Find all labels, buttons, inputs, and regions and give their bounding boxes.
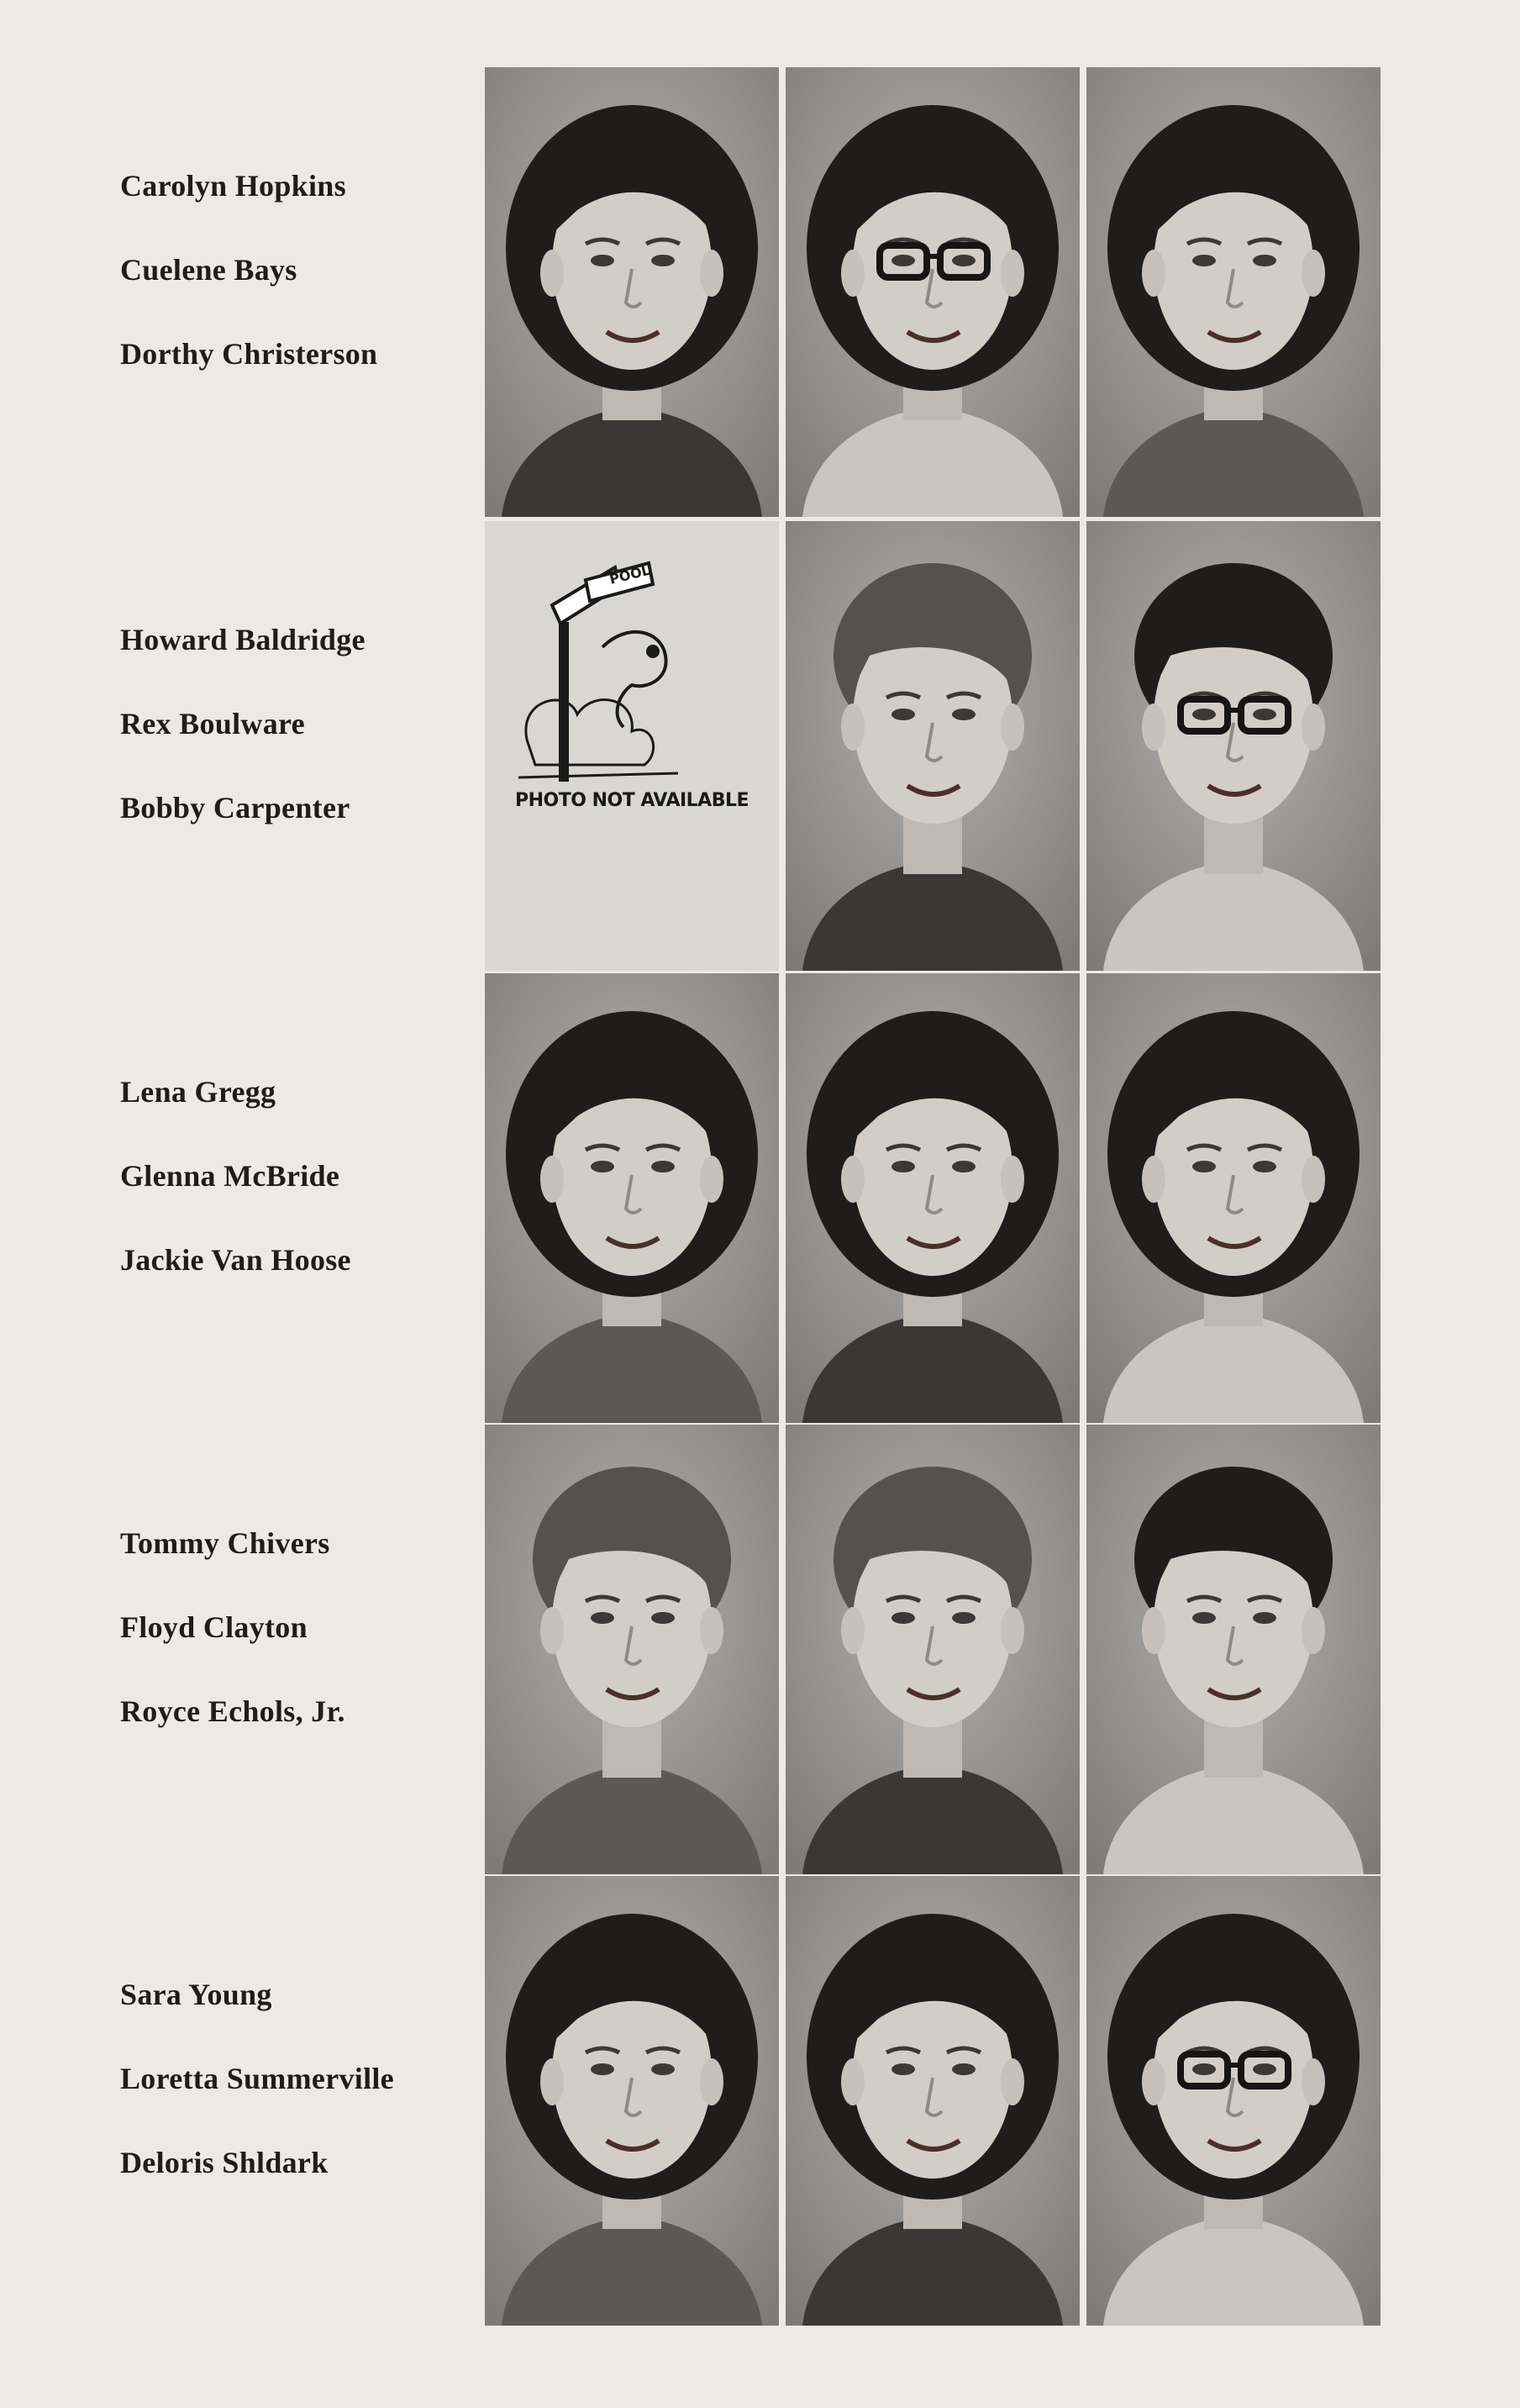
- student-name: Tommy Chivers: [120, 1526, 330, 1560]
- student-name: Royce Echols, Jr.: [120, 1694, 345, 1728]
- student-name: Loretta Summerville: [120, 2062, 394, 2095]
- student-name: Deloris Shldark: [120, 2146, 329, 2179]
- student-photo: [786, 521, 1080, 971]
- student-photo: [1086, 1876, 1381, 2326]
- student-group: [0, 1876, 1520, 2326]
- photo-not-available-label: PHOTO NOT AVAILABLE: [514, 790, 749, 811]
- student-photo: [786, 67, 1080, 517]
- student-name: Lena Gregg: [120, 1075, 276, 1109]
- student-name: Jackie Van Hoose: [120, 1243, 351, 1277]
- student-photo: [485, 1876, 779, 2326]
- student-photo: [1086, 1425, 1381, 1874]
- student-photo: [1086, 521, 1381, 971]
- student-photo: [1086, 67, 1381, 517]
- name-list: [120, 1876, 473, 2326]
- photo-not-available-placeholder: [485, 521, 779, 971]
- student-photo: [485, 973, 779, 1423]
- student-group: [0, 1425, 1520, 1874]
- student-name: Floyd Clayton: [120, 1610, 308, 1644]
- name-list: [120, 973, 473, 1423]
- svg-text:POOL: POOL: [607, 561, 652, 588]
- student-group: [0, 67, 1520, 517]
- student-name: Dorthy Christerson: [120, 337, 378, 371]
- student-photo: [485, 67, 779, 517]
- student-photo: [786, 973, 1080, 1423]
- student-photo: [485, 521, 779, 971]
- student-name: Sara Young: [120, 1978, 272, 2011]
- student-photo: [485, 1425, 779, 1874]
- student-group: [0, 521, 1520, 971]
- name-list: [120, 67, 473, 517]
- name-list: [120, 1425, 473, 1874]
- student-group: [0, 973, 1520, 1423]
- student-photo: [786, 1876, 1080, 2326]
- student-name: Cuelene Bays: [120, 253, 297, 287]
- student-name: Rex Boulware: [120, 707, 305, 740]
- student-name: Carolyn Hopkins: [120, 169, 346, 203]
- student-name: Glenna McBride: [120, 1159, 340, 1193]
- student-photo: [1086, 973, 1381, 1423]
- student-photo: [786, 1425, 1080, 1874]
- student-name: Bobby Carpenter: [120, 791, 350, 825]
- signpost-dog-icon: [485, 521, 779, 971]
- name-list: [120, 521, 473, 971]
- student-name: Howard Baldridge: [120, 623, 366, 656]
